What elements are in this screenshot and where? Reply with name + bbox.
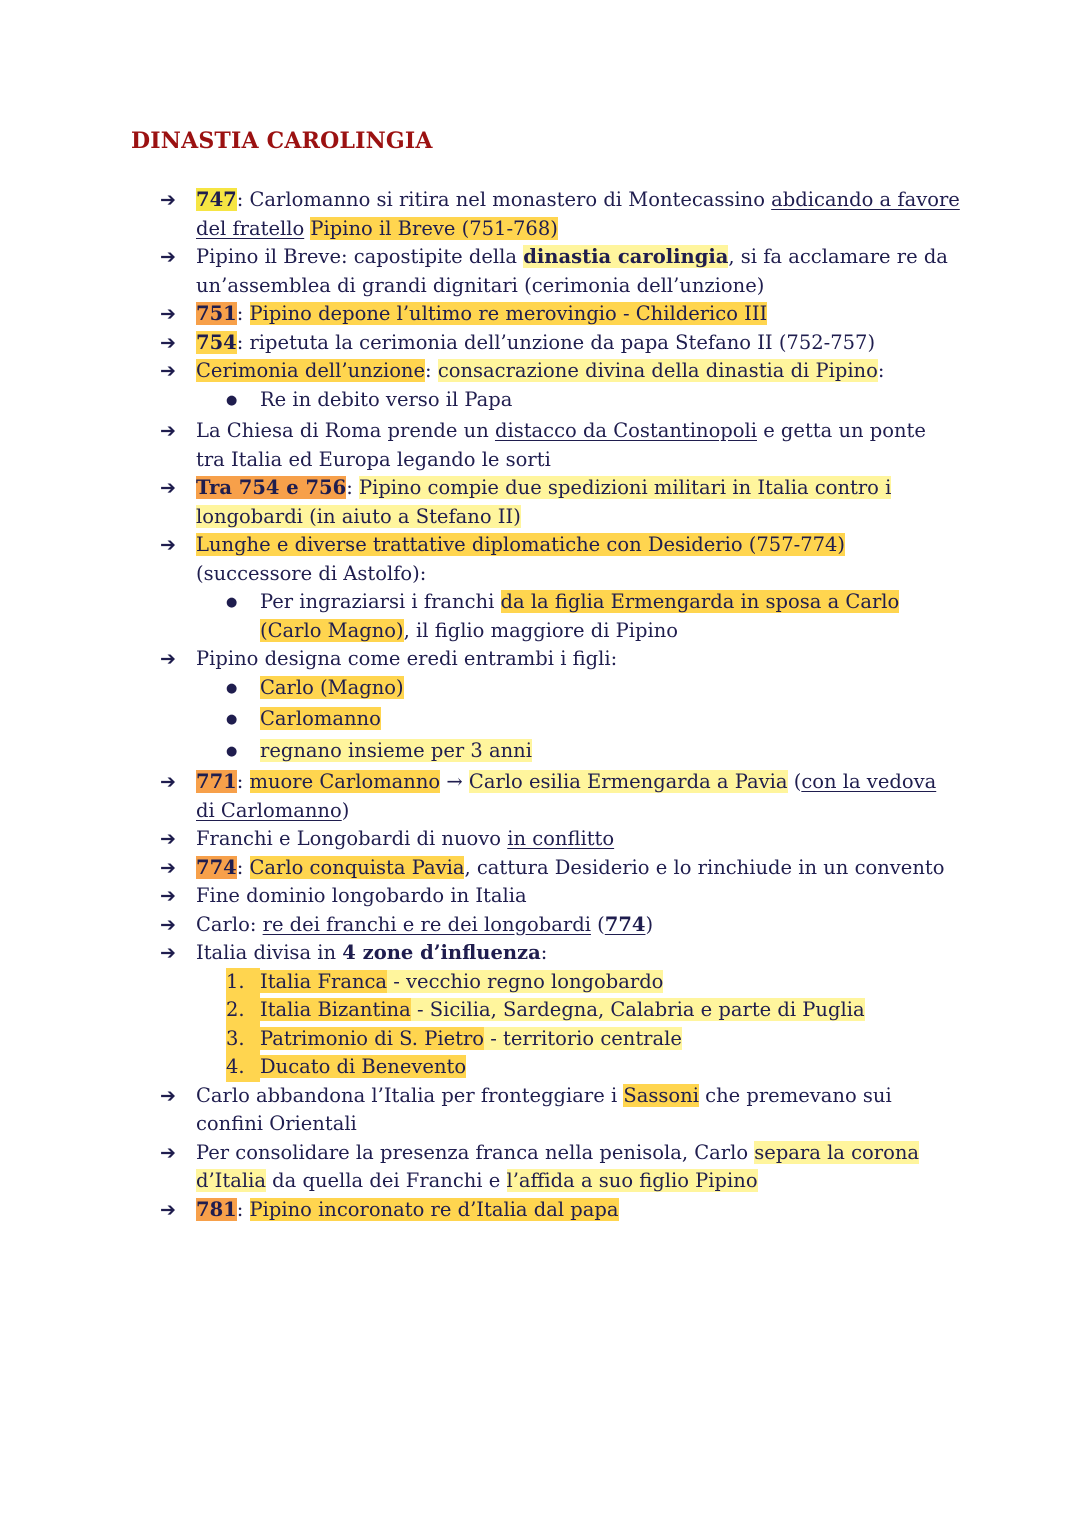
highlighted-text: - vecchio regno longobardo bbox=[387, 969, 664, 993]
list-item bbox=[160, 474, 960, 531]
item-text: Pipino il Breve: capostipite della bbox=[196, 245, 524, 268]
item-text: Pipino designa come eredi entrambi i figli: bbox=[196, 647, 618, 670]
year-781: 781 bbox=[196, 1197, 237, 1221]
bullet-dot-icon bbox=[226, 588, 260, 620]
bullet-dot-icon bbox=[226, 705, 260, 737]
item-text: (successore di Astolfo): bbox=[196, 561, 427, 585]
right-arrow-icon: ➔ bbox=[160, 1198, 176, 1221]
bullet-dot-icon bbox=[226, 737, 260, 769]
right-arrow-icon: ➔ bbox=[160, 331, 176, 354]
list-item bbox=[160, 911, 960, 940]
list-item bbox=[160, 531, 960, 588]
underlined-text: distacco da Costantinopoli bbox=[494, 419, 757, 442]
underlined-text: abdicando a favore del fratello bbox=[196, 188, 960, 240]
page-title: DINASTIA CAROLINGIA bbox=[131, 128, 433, 154]
highlighted-text: Cerimonia dell’unzione bbox=[196, 359, 426, 382]
highlighted-text: muore Carlomanno bbox=[249, 770, 441, 793]
item-text: : bbox=[346, 476, 359, 499]
item-text: : bbox=[877, 359, 885, 382]
item-text: Carlo: bbox=[196, 912, 263, 936]
year-754: 754 bbox=[196, 330, 237, 354]
list-item bbox=[160, 939, 960, 968]
numbered-item bbox=[160, 1053, 960, 1082]
item-text: Carlo abbandona l’Italia per fronteggiare i bbox=[196, 1083, 624, 1107]
highlighted-text: Lunghe e diverse trattative diplomatiche con Desiderio (757-774) bbox=[196, 533, 846, 556]
list-item bbox=[160, 357, 960, 386]
item-text: , cattura Desiderio e lo rinchiude in un convento bbox=[464, 855, 945, 879]
list-item bbox=[160, 300, 960, 329]
item-text: che premevano sui confini Orientali bbox=[196, 1083, 892, 1135]
item-number: 3. bbox=[226, 1025, 260, 1054]
item-number: 2. bbox=[226, 996, 260, 1025]
highlighted-text: Patrimonio di S. Pietro bbox=[260, 1026, 485, 1050]
sub-list-item bbox=[160, 705, 960, 737]
item-text: : bbox=[236, 770, 250, 793]
right-arrow-icon: ➔ bbox=[160, 856, 176, 879]
underlined-text: con la vedova di Carlomanno bbox=[196, 770, 937, 822]
item-text: → bbox=[440, 770, 469, 793]
right-arrow-icon: ➔ bbox=[160, 913, 176, 936]
item-text: ( bbox=[787, 770, 802, 793]
right-arrow-icon: ➔ bbox=[160, 420, 176, 442]
highlighted-text: l’affida a suo figlio Pipino bbox=[506, 1169, 758, 1192]
bullet-dot-icon bbox=[226, 674, 260, 706]
item-text: ) bbox=[645, 912, 654, 936]
highlighted-text: da la figlia Ermengarda in sposa a Carlo (Carlo Magno) bbox=[260, 590, 900, 642]
numbered-item bbox=[160, 1025, 960, 1054]
sub-list-item bbox=[160, 737, 960, 769]
item-text: La Chiesa di Roma prende un bbox=[196, 419, 495, 442]
highlighted-text: - territorio centrale bbox=[484, 1026, 682, 1050]
numbered-item bbox=[160, 968, 960, 997]
list-item bbox=[160, 825, 960, 854]
list-item bbox=[160, 768, 960, 825]
highlighted-text: separa la corona d’Italia bbox=[196, 1140, 920, 1192]
item-text: , si fa acclamare re da un’assemblea di grandi dignitari (cerimonia dell’unzione) bbox=[196, 245, 948, 297]
list-item bbox=[160, 243, 960, 300]
highlighted-text: Sassoni bbox=[623, 1083, 699, 1107]
highlighted-text: regnano insieme per 3 anni bbox=[260, 738, 532, 762]
list-item bbox=[160, 186, 960, 243]
numbered-item bbox=[160, 996, 960, 1025]
year-771: 771 bbox=[196, 770, 237, 793]
right-arrow-icon: ➔ bbox=[160, 1084, 176, 1107]
item-text: : bbox=[236, 302, 250, 325]
item-text: : Carlomanno si ritira nel monastero di Montecassino bbox=[236, 188, 772, 211]
bold-text: 4 zone d’influenza bbox=[342, 941, 541, 964]
item-number: 4. bbox=[226, 1053, 260, 1082]
item-text: e getta un ponte tra Italia ed Europa legando le sorti bbox=[196, 419, 926, 471]
right-arrow-icon: ➔ bbox=[160, 303, 176, 325]
item-text: ( bbox=[590, 912, 605, 936]
item-number: 1. bbox=[226, 968, 260, 997]
item-text: : bbox=[425, 359, 438, 382]
item-text: : ripetuta la cerimonia dell’unzione da papa Stefano II (752-757) bbox=[236, 330, 876, 354]
item-text: Per ingraziarsi i franchi bbox=[260, 590, 501, 613]
right-arrow-icon: ➔ bbox=[160, 828, 176, 850]
item-text: Italia divisa in bbox=[196, 941, 343, 964]
highlighted-text: Pipino depone l’ultimo re merovingio - Childerico III bbox=[249, 302, 768, 325]
right-arrow-icon: ➔ bbox=[160, 648, 176, 670]
item-text: Franchi e Longobardi di nuovo bbox=[196, 827, 508, 850]
year-range: Tra 754 e 756 bbox=[196, 476, 347, 499]
highlighted-text: dinastia carolingia bbox=[523, 245, 729, 268]
item-text: Re in debito verso il Papa bbox=[260, 387, 513, 411]
list-item bbox=[160, 882, 960, 911]
item-text: da quella dei Franchi e bbox=[265, 1169, 507, 1192]
highlighted-text: Carlo (Magno) bbox=[260, 675, 404, 699]
highlighted-text: Carlomanno bbox=[260, 707, 381, 730]
right-arrow-icon: ➔ bbox=[160, 360, 176, 382]
bullet-list bbox=[160, 186, 960, 1224]
highlighted-text: Pipino compie due spedizioni militari in Italia contro i longobardi (in aiuto a Stefano II) bbox=[196, 476, 892, 528]
highlighted-text: Carlo conquista Pavia bbox=[249, 855, 465, 879]
year-774: 774 bbox=[604, 912, 646, 936]
right-arrow-icon: ➔ bbox=[160, 1141, 176, 1164]
right-arrow-icon: ➔ bbox=[160, 534, 176, 556]
right-arrow-icon: ➔ bbox=[160, 885, 176, 907]
list-item bbox=[160, 1139, 960, 1196]
list-item bbox=[160, 1082, 960, 1139]
list-item bbox=[160, 1196, 960, 1225]
highlighted-text: Pipino il Breve (751-768) bbox=[310, 216, 558, 240]
underlined-text: re dei franchi e re dei longobardi bbox=[262, 912, 591, 936]
item-text: : bbox=[540, 941, 548, 964]
highlighted-text: - Sicilia, Sardegna, Calabria e parte di Puglia bbox=[410, 998, 865, 1021]
highlighted-text: consacrazione divina della dinastia di Pipino bbox=[437, 359, 878, 382]
item-text: : bbox=[236, 1197, 250, 1221]
year-774: 774 bbox=[196, 855, 237, 879]
item-text: Fine dominio longobardo in Italia bbox=[196, 884, 527, 907]
list-item bbox=[160, 854, 960, 883]
year-747: 747 bbox=[196, 188, 237, 211]
list-item bbox=[160, 329, 960, 358]
item-text: ) bbox=[341, 798, 350, 822]
list-item bbox=[160, 417, 960, 474]
sub-list-item bbox=[160, 674, 960, 706]
underlined-text: in conflitto bbox=[507, 827, 615, 850]
highlighted-text: Carlo esilia Ermengarda a Pavia bbox=[468, 770, 788, 793]
right-arrow-icon: ➔ bbox=[160, 771, 176, 793]
highlighted-text: Italia Franca bbox=[260, 969, 388, 993]
sub-list-item bbox=[160, 386, 960, 418]
highlighted-text: Pipino incoronato re d’Italia dal papa bbox=[249, 1197, 619, 1221]
year-751: 751 bbox=[196, 302, 237, 325]
right-arrow-icon: ➔ bbox=[160, 246, 176, 268]
sub-list-item bbox=[160, 588, 960, 645]
item-text: Per consolidare la presenza franca nella penisola, Carlo bbox=[196, 1140, 755, 1164]
item-text: , il figlio maggiore di Pipino bbox=[403, 618, 679, 642]
right-arrow-icon: ➔ bbox=[160, 477, 176, 499]
bullet-dot-icon bbox=[226, 386, 260, 418]
highlighted-text: Ducato di Benevento bbox=[260, 1055, 467, 1078]
list-item bbox=[160, 645, 960, 674]
right-arrow-icon: ➔ bbox=[160, 942, 176, 964]
right-arrow-icon: ➔ bbox=[160, 189, 176, 211]
highlighted-text: Italia Bizantina bbox=[260, 998, 411, 1021]
item-text: : bbox=[236, 855, 250, 879]
